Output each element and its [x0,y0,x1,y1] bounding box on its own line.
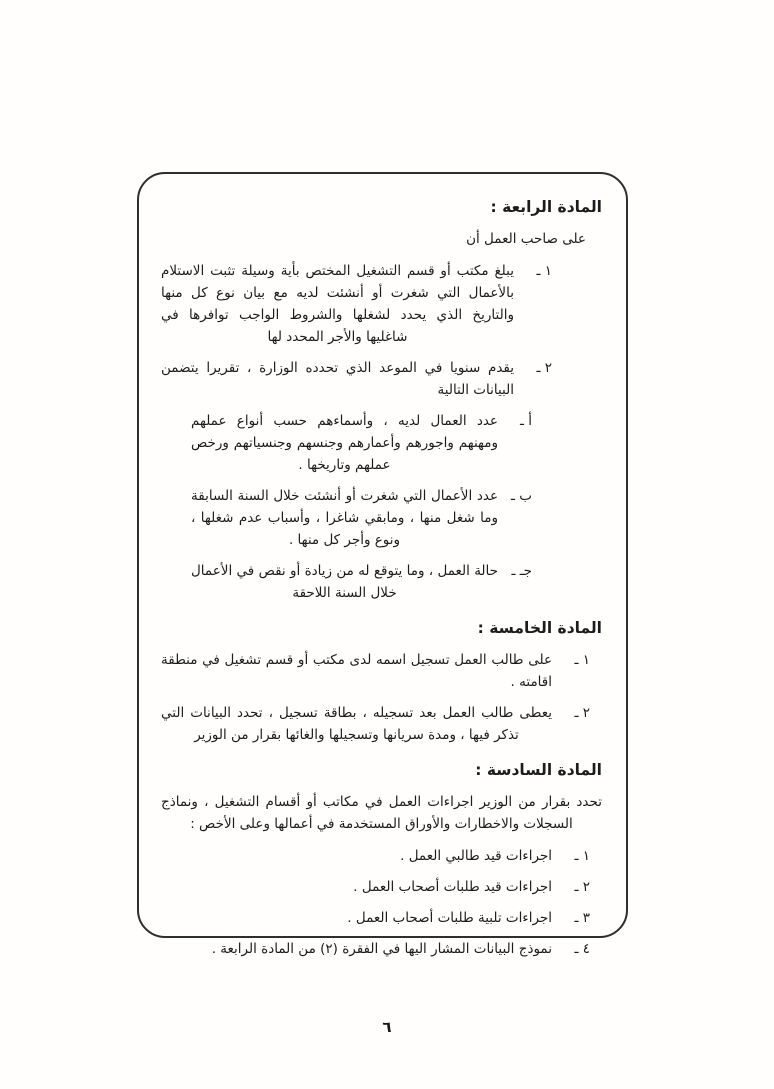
item-text: يبلغ مكتب أو قسم التشغيل المختص بأية وسيلة تثبت الاستلام بالأعمال التي شغرت أو أنشئت لديه مع بيان نوع كل منها والتاريخ الذي يحدد لشغلها والشروط الواجب توافرها في شاغليها والأجر المحدد لها [161,263,514,345]
item-text: على طالب العمل تسجيل اسمه لدى مكتب أو قسم تشغيل في منطقة اقامته . [161,652,552,690]
article-6-title: المادة السادسة : [475,761,602,779]
article-4-subitem-b [191,485,532,551]
article-5-item-2 [161,702,590,746]
article-6-item-3 [161,907,590,929]
article-4-item-1 [161,260,552,348]
item-text: اجراءات تلبية طلبات أصحاب العمل . [347,910,552,926]
article-4-subitem-c [191,560,532,604]
article-4-subitem-a [191,410,532,476]
item-marker: ٤ ـ [574,941,590,957]
item-marker: ب ـ [511,488,532,504]
article-6-section [161,761,602,960]
page-number: ٦ [382,1018,392,1036]
item-marker: ١ ـ [536,263,552,279]
item-marker: ٢ ـ [574,879,590,895]
article-5-item-1 [161,649,590,693]
content-frame [137,172,628,957]
article-4-intro: على صاحب العمل أن [466,231,586,247]
article-4-item-2 [161,357,552,401]
article-6-item-4 [161,938,590,960]
item-text: حالة العمل ، وما يتوقع له من زيادة أو نقص في الأعمال خلال السنة اللاحقة [191,563,498,601]
item-text: يعطى طالب العمل بعد تسجيله ، بطاقة تسجيل ، تحدد البيانات التي تذكر فيها ، ومدة سريانها وتسجيلها والغائها بقرار من الوزير [161,705,552,743]
article-6-item-2 [161,876,590,898]
item-marker: ١ ـ [574,848,590,864]
article-5-section [161,619,602,746]
article-6-item-1 [161,845,590,867]
article-4-title: المادة الرابعة : [490,198,602,216]
item-text: عدد العمال لديه ، وأسماءهم حسب أنواع عملهم ومهنهم واجورهم وأعمارهم وجنسهم وجنسياتهم ورخص عملهم وتاريخها . [191,413,498,473]
item-text: اجراءات قيد طالبي العمل . [400,848,552,864]
item-text: يقدم سنويا في الموعد الذي تحدده الوزارة ، تقريرا يتضمن البيانات التالية [161,360,514,398]
item-marker: ٢ ـ [536,360,552,376]
article-4-section [161,198,602,604]
item-marker: ١ ـ [574,652,590,668]
item-text: نموذج البيانات المشار اليها في الفقرة (٢) من المادة الرابعة . [211,941,552,957]
item-marker: ٢ ـ [574,705,590,721]
article-5-title: المادة الخامسة : [477,619,602,637]
item-text: عدد الأعمال التي شغرت أو أنشئت خلال السنة السابقة وما شغل منها ، ومابقي شاغرا ، وأسباب عدم شغلها ، ونوع وأجر كل منها . [191,488,498,548]
item-marker: ٣ ـ [574,910,590,926]
item-marker: جـ ـ [511,563,532,579]
article-6-intro: تحدد بقرار من الوزير اجراءات العمل في مكاتب أو أقسام التشغيل ، ونماذج السجلات والاخطارات والأوراق المستخدمة في أعمالها وعلى الأخص : [161,794,602,832]
item-marker: أ ـ [520,413,532,429]
item-text: اجراءات قيد طلبات أصحاب العمل . [353,879,552,895]
